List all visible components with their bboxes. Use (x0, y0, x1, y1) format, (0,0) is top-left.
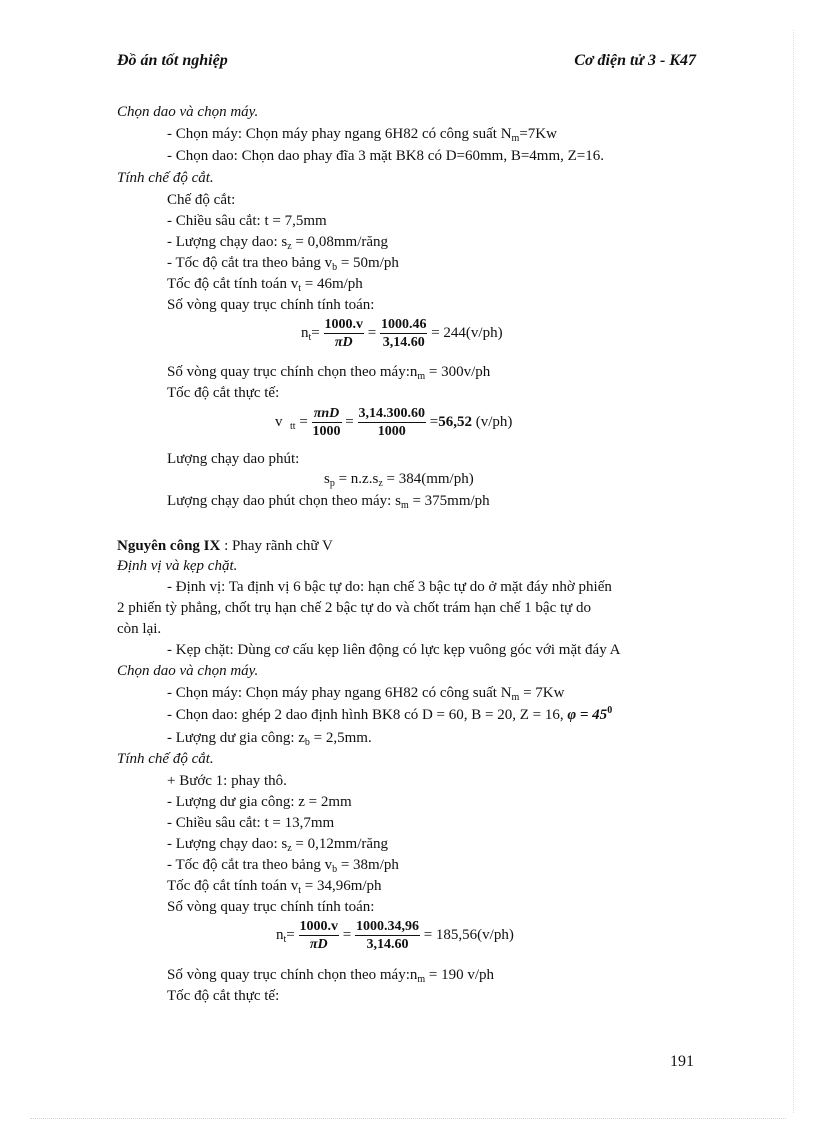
fraction: $\frac{1000.v}{\pi D}$ (324, 317, 363, 350)
line-toc-do-tinh-2: Tốc độ cắt tính toán $v_t = 34,96m/ph$ (167, 878, 382, 896)
line-chon-dao-2: - Chọn dao: ghép 2 dao định hình BK8 có D = 60, B = 20, Z = 16, $\varphi = 45^0$ (167, 705, 613, 723)
fraction: $\frac{\text{πnD}}{1000}$ (312, 406, 341, 439)
line-sp: $s_p = n.z.s_z = 384(mm/ph)$ (324, 471, 474, 489)
heading-dinh-vi: Định vị và kẹp chặt. (117, 558, 238, 574)
line-dinh-vi-3: còn lại. (117, 621, 162, 637)
line-dinh-vi-1: - Định vị: Ta định vị 6 bậc tự do: hạn chế 3 bậc tự do ở mặt đáy nhờ phiến (167, 579, 612, 595)
line-dinh-vi-2: 2 phiến tỳ phẳng, chốt trụ hạn chế 2 bậc tự do và chốt trám hạn chế 1 bậc tự do (117, 600, 592, 616)
line-kep-chat: - Kẹp chặt: Dùng cơ cấu kẹp liên động có lực kẹp vuông góc với mặt đáy A (167, 642, 621, 658)
line-chon-may-2: - Chọn máy: Chọn máy phay ngang 6H82 có công suất $N_m = 7Kw$ (167, 685, 565, 703)
line-so-vong-quay-2: Số vòng quay trục chính tính toán: (167, 899, 375, 915)
section-title-ix: Nguyên công IX : Phay rãnh chữ V (117, 538, 333, 554)
fraction: $\frac{1000.46}{3,14.60}$ (380, 317, 427, 350)
line-che-do: Chế độ cắt: (167, 192, 236, 208)
fraction: $\frac{1000.v}{\pi D}$ (299, 919, 338, 952)
line-toc-do-bang: - Tốc độ cắt tra theo bảng $v_b = 50m/ph$ (167, 255, 399, 273)
line-lcdp-chon: Lượng chạy dao phút chọn theo máy: $s_m = 375mm/ph$ (167, 493, 490, 511)
line-toc-do-thuc-te-2: Tốc độ cắt thực tế: (167, 988, 280, 1004)
page-edge-divider (30, 1118, 786, 1119)
line-so-vong-chon: Số vòng quay trục chính chọn theo $máy:n_m = 300v/ph$ (167, 364, 491, 382)
line-toc-do-bang-2: - Tốc độ cắt tra theo bảng $v_b = 38m/ph$ (167, 857, 399, 875)
line-chon-dao: - Chọn dao: Chọn dao phay đĩa 3 mặt BK8 có D=60mm, B=4mm, Z=16. (167, 148, 605, 164)
line-buoc-1: + Bước 1: phay thô. (167, 773, 287, 789)
page-number: 191 (670, 1053, 694, 1070)
fraction: $\frac{1000.34,96}{3,14.60}$ (355, 919, 419, 952)
heading-chon-dao: Chọn dao và chọn máy. (117, 104, 259, 120)
line-luong-du-2: - Lượng dư gia công: z = 2mm (167, 794, 352, 810)
page-edge-divider-vertical (793, 30, 794, 1113)
line-so-vong-chon-2: Số vòng quay trục chính chọn theo $máy:n_m = 190$ v/ph (167, 967, 495, 985)
line-so-vong-quay: Số vòng quay trục chính tính toán: (167, 297, 375, 313)
heading-tinh-che-do: Tính chế độ cắt. (117, 170, 214, 186)
heading-tinh-che-do-2: Tính chế độ cắt. (117, 751, 214, 767)
header-right: Cơ điện tử 3 - K47 (574, 52, 696, 69)
heading-chon-dao-2: Chọn dao và chọn máy. (117, 663, 259, 679)
line-luong-chay-dao: - Lượng chạy dao: $s_z$ = 0,08mm/răng (167, 234, 389, 252)
line-toc-do-thuc-te: Tốc độ cắt thực tế: (167, 385, 280, 401)
line-luong-chay-dao-phut: Lượng chạy dao phút: (167, 451, 300, 467)
equation-nt-2: $n_t=$ $\frac{1000.v}{\pi D}$ = $\frac{1000.34,96}{3,14.60}$ = 185,56(v/ph) (276, 919, 514, 952)
line-toc-do-tinh: Tốc độ cắt tính toán $v_t = 46m/ph$ (167, 276, 363, 294)
equation-vtt: v $_{tt}$ = $\frac{\text{πnD}}{1000}$ = $\frac{3,14.300.60}{1000}$ =56,52 (v/ph) (275, 406, 513, 439)
line-chieu-sau-2: - Chiều sâu cắt: t = 13,7mm (167, 815, 335, 831)
line-chieu-sau: - Chiều sâu cắt: t = 7,5mm (167, 213, 327, 229)
line-luong-du: - Lượng dư gia công: $z_b = 2,5mm$. (167, 730, 372, 748)
fraction: $\frac{3,14.300.60}{1000}$ (358, 406, 425, 439)
line-chon-may: - Chọn máy: Chọn máy phay ngang 6H82 có công suất $N_m=7Kw$ (167, 126, 557, 144)
equation-nt-1: $n_t=$ $\frac{1000.v}{\pi D}$ = $\frac{1000.46}{3,14.60}$ = 244(v/ph) (301, 317, 503, 350)
header-left: Đồ án tốt nghiệp (117, 52, 228, 69)
line-luong-chay-dao-2: - Lượng chạy dao: $s_z$ = 0,12mm/răng (167, 836, 389, 854)
